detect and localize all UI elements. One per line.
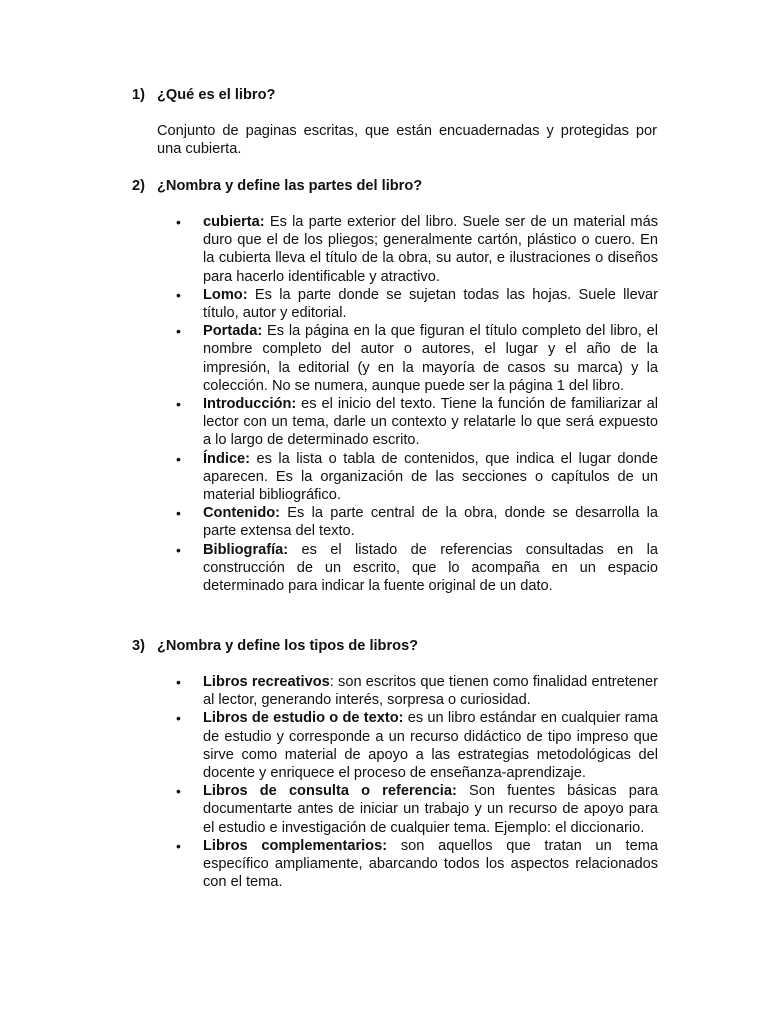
bullet-icon: • xyxy=(176,396,181,413)
bullet-icon: • xyxy=(176,214,181,230)
list-item xyxy=(0,322,658,395)
item-term: Lomo: xyxy=(203,286,248,303)
item-term: Portada: xyxy=(203,323,263,340)
item-term: Libros de estudio o de texto: xyxy=(203,710,404,727)
item-definition: es un libro estándar en cualquier rama de estudio y corresponde a un recurso didáctico de tipo impreso que sirve como material de apoyo a las estrategias metodológicas del docente y enriquece el proceso de enseñanza-aprendizaje. xyxy=(203,710,659,782)
item-term: Índice: xyxy=(203,450,251,467)
item-term: Libros de consulta o referencia: xyxy=(203,783,457,800)
item-term: Libros complementarios: xyxy=(203,837,388,854)
list-item xyxy=(0,450,658,505)
list-item xyxy=(0,395,658,450)
list-item xyxy=(0,213,658,286)
item-term: Libros recreativos xyxy=(203,674,330,690)
list-item xyxy=(0,504,658,540)
question-number: 1) xyxy=(132,87,145,103)
item-definition: es el listado de referencias consultadas en la construcción de un escrito, que lo acompaña en un espacio determinado para indicar la fuente original de un dato. xyxy=(203,541,658,595)
bullet-icon: • xyxy=(176,323,181,340)
list-item xyxy=(0,782,658,837)
item-definition: Son fuentes básicas para documentarte antes de iniciar un trabajo y un recurso de apoyo para el estudio e investigación de cualquier tema. Ejemplo: el diccionario. xyxy=(203,783,658,836)
bullet-icon: • xyxy=(176,505,181,522)
list-item xyxy=(0,673,658,709)
question-2-heading xyxy=(132,177,662,195)
item-definition: Es la página en la que figuran el título completo del libro, el nombre completo del autor o autores, el lugar y el año de la impresión, la editorial (y en la mayoría de casos su marca) y la colección. No se numera, aunque puede ser la página 1 del libro. xyxy=(203,323,658,394)
question-title: ¿Nombra y define las partes del libro? xyxy=(157,178,423,194)
question-number: 2) xyxy=(132,178,145,194)
question-number: 3) xyxy=(132,638,145,654)
item-definition: es la lista o tabla de contenidos, que indica el lugar donde aparecen. Es la organización de las secciones o capítulos de un material bibliográfico. xyxy=(203,450,658,504)
item-definition: son aquellos que tratan un tema específico ampliamente, abarcando todos los aspectos relacionados con el tema. xyxy=(203,837,658,891)
item-definition: Es la parte donde se sujetan todas las hojas. Suele llevar título, autor y editorial. xyxy=(203,286,658,322)
list-item xyxy=(0,709,658,782)
bullet-icon: • xyxy=(176,450,181,467)
item-definition: : son escritos que tienen como finalidad entretener al lector, generando interés, sorpresa o curiosidad. xyxy=(203,674,658,709)
bullet-icon: • xyxy=(176,837,181,854)
bullet-icon: • xyxy=(176,674,181,690)
item-definition: Es la parte central de la obra, donde se desarrolla la parte extensa del texto. xyxy=(203,505,658,540)
parts-list xyxy=(0,213,768,595)
item-term: Bibliografía: xyxy=(203,541,289,558)
item-term: cubierta: xyxy=(203,214,265,230)
item-definition: es el inicio del texto. Tiene la función de familiarizar al lector con un tema, darle un contexto y relatarle lo que será expuesto a lo largo de determinado escrito. xyxy=(203,396,658,449)
list-item xyxy=(0,837,658,892)
bullet-icon: • xyxy=(176,541,181,558)
question-3-heading xyxy=(132,637,662,655)
question-title: ¿Qué es el libro? xyxy=(157,87,276,103)
bullet-icon: • xyxy=(176,783,181,800)
item-term: Contenido: xyxy=(203,505,281,522)
answer-1-paragraph: Conjunto de paginas escritas, que están encuadernadas y protegidas por una cubierta. xyxy=(157,123,657,158)
item-term: Introducción: xyxy=(203,396,297,413)
list-item xyxy=(0,286,658,322)
types-list xyxy=(0,673,768,891)
item-definition: Es la parte exterior del libro. Suele ser de un material más duro que el de los pliegos; generalmente cartón, plástico o cuero. En la cubierta lleva el título de la obra, su autor, e ilustraciones o diseños para hacerlo identificable y atractivo. xyxy=(203,214,658,285)
bullet-icon: • xyxy=(176,286,181,303)
list-item xyxy=(0,541,658,596)
question-title: ¿Nombra y define los tipos de libros? xyxy=(157,638,419,654)
question-1-heading xyxy=(132,86,662,104)
bullet-icon: • xyxy=(176,710,181,727)
